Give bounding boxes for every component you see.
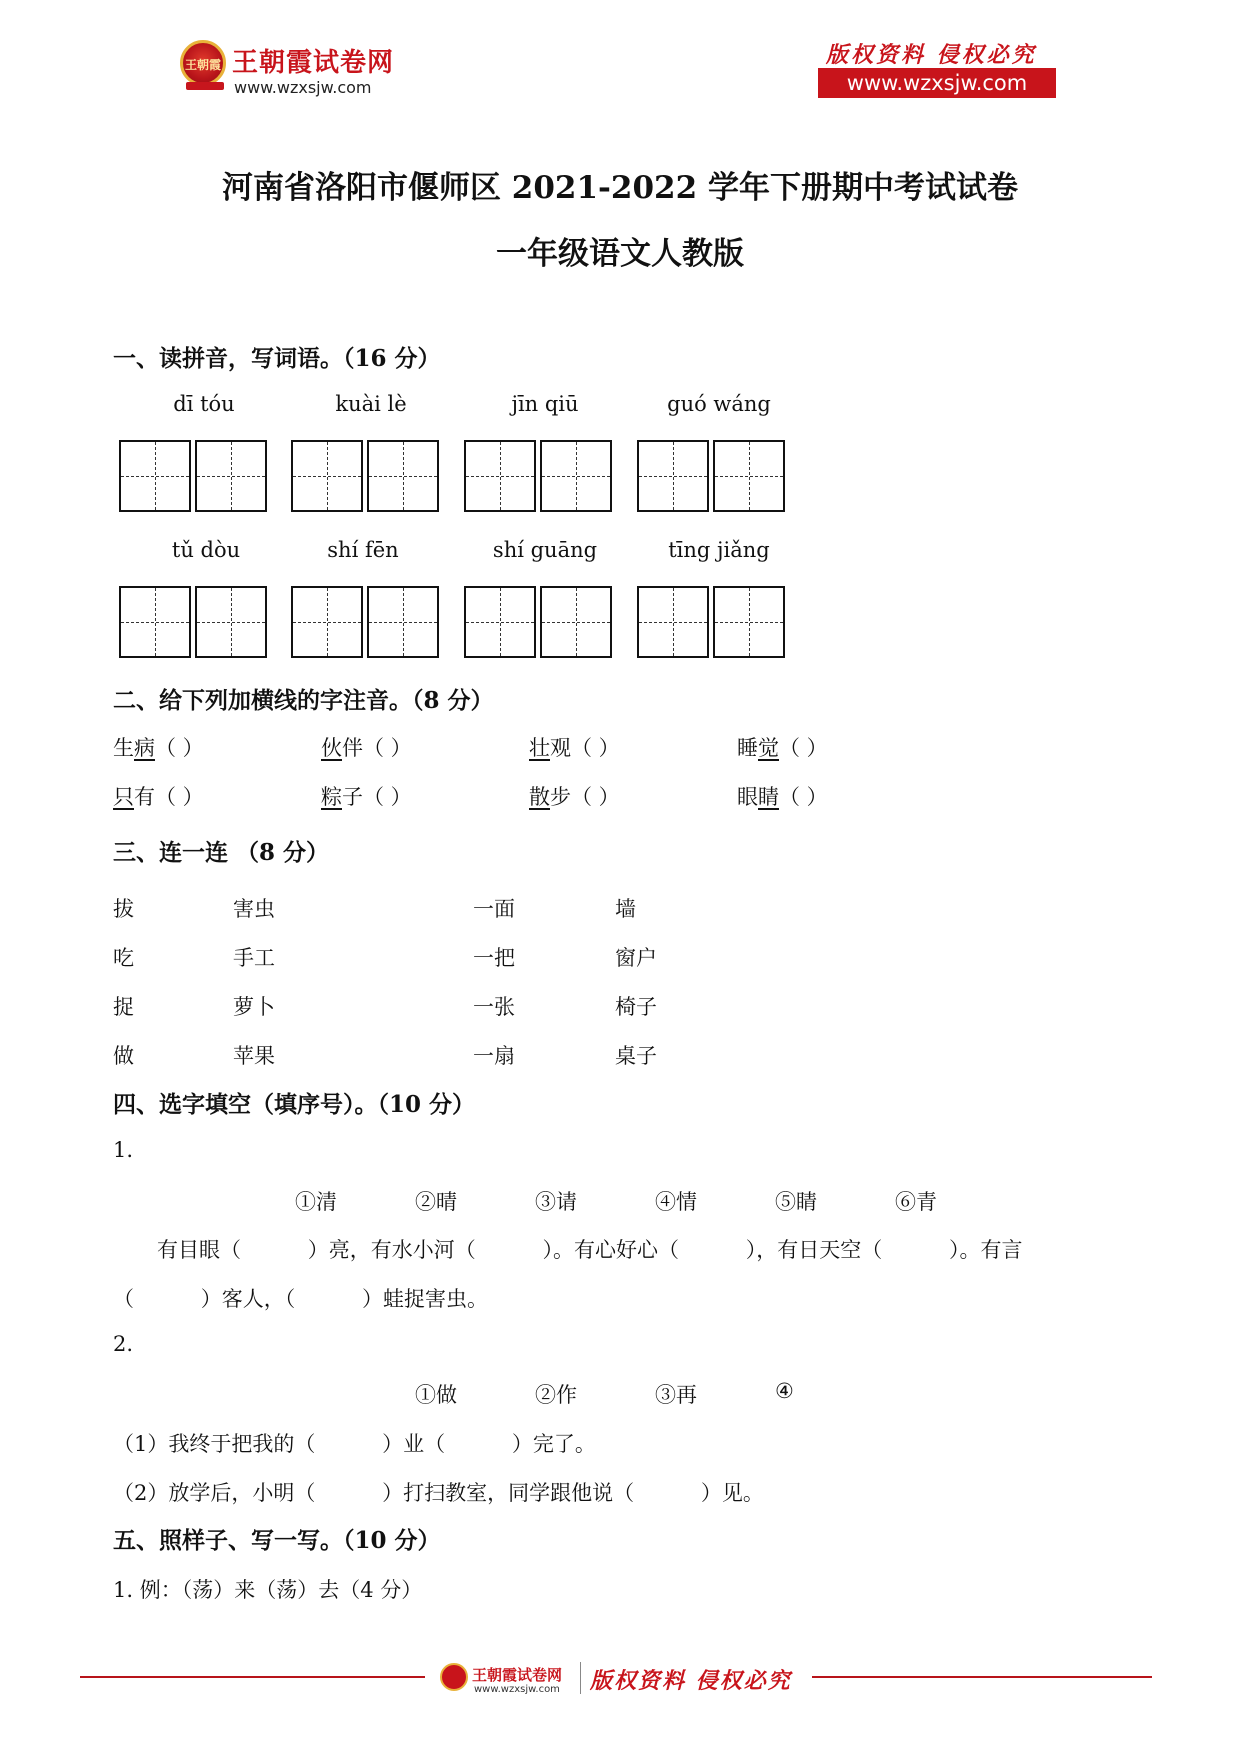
writing-grid-box[interactable]	[367, 586, 439, 658]
phonetic-item: 只有（ ）	[113, 785, 204, 809]
match-measure[interactable]: 一张	[473, 995, 515, 1019]
writing-grid-box[interactable]	[713, 586, 785, 658]
writing-grid-box[interactable]	[195, 586, 267, 658]
option-item: ①清	[295, 1190, 337, 1214]
logo-ribbon	[186, 82, 224, 90]
brand-url[interactable]: www.wzxsjw.com	[234, 78, 372, 97]
writing-grid-box[interactable]	[713, 440, 785, 512]
logo-badge-icon: 王朝霞	[180, 40, 226, 86]
section3-heading: 三、连一连 （8 分）	[113, 839, 330, 866]
phonetic-item: 壮观（ ）	[529, 736, 620, 760]
page-title: 河南省洛阳市偃师区 2021-2022 学年下册期中考试试卷	[221, 170, 1018, 206]
example-text: 1. 例：（荡）来（荡）去（4 分）	[113, 1578, 423, 1602]
match-noun[interactable]: 墙	[615, 897, 636, 921]
match-noun[interactable]: 窗户	[615, 946, 657, 970]
writing-grid-box[interactable]	[637, 440, 709, 512]
phonetic-item: 散步（ ）	[529, 785, 620, 809]
match-object[interactable]: 手工	[233, 946, 275, 970]
phonetic-item: 生病（ ）	[113, 736, 204, 760]
match-object[interactable]: 害虫	[233, 897, 275, 921]
writing-grid-box[interactable]	[464, 586, 536, 658]
match-measure[interactable]: 一面	[473, 897, 515, 921]
footer-logo-icon	[440, 1663, 468, 1691]
match-measure[interactable]: 一扇	[473, 1044, 515, 1068]
match-verb[interactable]: 拔	[113, 897, 134, 921]
match-object[interactable]: 萝卜	[233, 995, 275, 1019]
answer-blank[interactable]: （ ）	[363, 736, 412, 760]
phonetic-item: 睡觉（ ）	[737, 736, 828, 760]
fill-blank-sentence[interactable]: 有目眼（ ）亮，有水小河（ ）。有心好心（ ），有日天空（ ）。有言	[157, 1238, 1023, 1262]
brand-name: 王朝霞试卷网	[232, 48, 395, 78]
pinyin-label: tǔ dòu	[171, 538, 241, 562]
writing-grid-box[interactable]	[119, 586, 191, 658]
question-number: 1.	[113, 1138, 134, 1162]
section1-heading: 一、读拼音，写词语。（16 分）	[113, 345, 441, 372]
writing-grid-box[interactable]	[291, 586, 363, 658]
writing-grid-box[interactable]	[291, 440, 363, 512]
option-item: ②晴	[415, 1190, 457, 1214]
fill-blank-sentence[interactable]: （2）放学后，小明（ ）打扫教室，同学跟他说（ ）见。	[113, 1481, 764, 1505]
pinyin-label: shí fēn	[327, 538, 399, 562]
writing-grid-box[interactable]	[540, 440, 612, 512]
match-verb[interactable]: 做	[113, 1044, 134, 1068]
match-measure[interactable]: 一把	[473, 946, 515, 970]
writing-grid-box[interactable]	[464, 440, 536, 512]
option-item: ④	[775, 1379, 794, 1403]
writing-grid-box[interactable]	[119, 440, 191, 512]
section4-heading: 四、选字填空（填序号）。（10 分）	[113, 1091, 476, 1118]
answer-blank[interactable]: （ ）	[155, 785, 204, 809]
copyright-notice: 版权资料 侵权必究	[826, 42, 1037, 68]
pinyin-label: dī tóu	[173, 392, 235, 416]
match-object[interactable]: 苹果	[233, 1044, 275, 1068]
footer-divider	[812, 1676, 1152, 1678]
url-banner[interactable]: www.wzxsjw.com	[818, 68, 1056, 98]
match-noun[interactable]: 桌子	[615, 1044, 657, 1068]
option-item: ①做	[415, 1383, 457, 1407]
option-item: ②作	[535, 1383, 577, 1407]
footer-divider	[80, 1676, 425, 1678]
pinyin-label: kuài lè	[335, 392, 407, 416]
footer-copyright: 版权资料 侵权必究	[590, 1668, 792, 1694]
phonetic-item: 眼睛（ ）	[737, 785, 828, 809]
pinyin-label: jīn qiū	[511, 392, 579, 416]
fill-blank-sentence[interactable]: （ ）客人，（ ）蛙捉害虫。	[113, 1287, 489, 1311]
answer-blank[interactable]: （ ）	[779, 736, 828, 760]
answer-blank[interactable]: （ ）	[571, 736, 620, 760]
fill-blank-sentence[interactable]: （1）我终于把我的（ ）业（ ）完了。	[113, 1432, 596, 1456]
answer-blank[interactable]: （ ）	[779, 785, 828, 809]
phonetic-item: 伙伴（ ）	[321, 736, 412, 760]
match-verb[interactable]: 捉	[113, 995, 134, 1019]
phonetic-item: 粽子（ ）	[321, 785, 412, 809]
footer-brand-name: 王朝霞试卷网	[472, 1666, 563, 1684]
writing-grid-box[interactable]	[367, 440, 439, 512]
answer-blank[interactable]: （ ）	[363, 785, 412, 809]
option-item: ⑤睛	[775, 1190, 817, 1214]
footer-separator	[580, 1662, 581, 1694]
option-item: ③请	[535, 1190, 577, 1214]
question-number: 2.	[113, 1332, 134, 1356]
answer-blank[interactable]: （ ）	[155, 736, 204, 760]
writing-grid-box[interactable]	[195, 440, 267, 512]
section2-heading: 二、给下列加横线的字注音。（8 分）	[113, 687, 494, 714]
option-item: ④情	[655, 1190, 697, 1214]
option-item: ⑥青	[895, 1190, 937, 1214]
page-subtitle: 一年级语文人教版	[496, 236, 744, 272]
pinyin-label: tīng jiǎng	[668, 538, 770, 562]
option-item: ③再	[655, 1383, 697, 1407]
writing-grid-box[interactable]	[637, 586, 709, 658]
section5-heading: 五、照样子、写一写。（10 分）	[113, 1527, 441, 1554]
writing-grid-box[interactable]	[540, 586, 612, 658]
answer-blank[interactable]: （ ）	[571, 785, 620, 809]
footer-brand-url[interactable]: www.wzxsjw.com	[474, 1684, 560, 1695]
match-verb[interactable]: 吃	[113, 946, 134, 970]
pinyin-label: guó wáng	[667, 392, 771, 416]
match-noun[interactable]: 椅子	[615, 995, 657, 1019]
pinyin-label: shí guāng	[492, 538, 598, 562]
